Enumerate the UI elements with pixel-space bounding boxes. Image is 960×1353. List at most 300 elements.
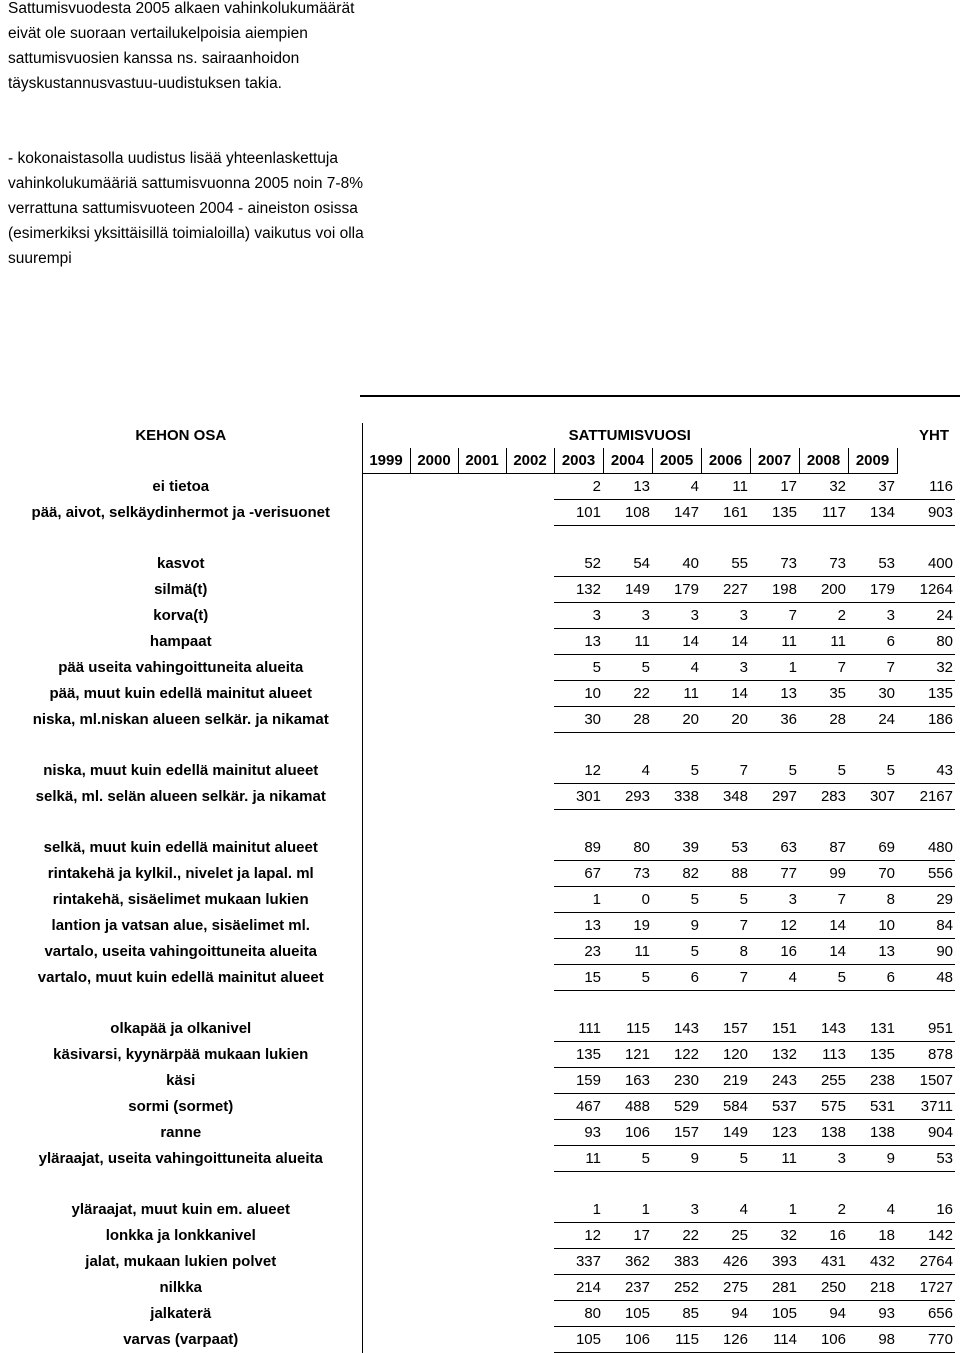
value-cell: 28 (799, 707, 848, 733)
value-cell: 6 (848, 965, 897, 991)
value-cell: 35 (799, 681, 848, 707)
value-cell: 67 (554, 861, 603, 887)
table-row (0, 1094, 955, 1120)
year-header: 2004 (603, 448, 652, 474)
value-cell: 151 (750, 1016, 799, 1042)
value-cell: 19 (603, 913, 652, 939)
empty-cell (458, 1197, 506, 1223)
total-cell: 2764 (897, 1249, 955, 1275)
value-cell: 11 (603, 939, 652, 965)
value-cell: 39 (652, 835, 701, 861)
value-cell: 14 (701, 681, 750, 707)
value-cell: 157 (652, 1120, 701, 1146)
value-cell: 135 (848, 1042, 897, 1068)
table-row (0, 758, 955, 784)
value-cell: 1 (603, 1197, 652, 1223)
empty-cell (362, 758, 410, 784)
empty-cell (506, 603, 554, 629)
table-row (0, 500, 955, 526)
total-cell: 903 (897, 500, 955, 526)
value-cell: 121 (603, 1042, 652, 1068)
table-body (0, 474, 955, 1353)
empty-cell (362, 1327, 410, 1353)
value-cell: 53 (848, 551, 897, 577)
empty-cell (410, 603, 458, 629)
body-part-label: kasvot (0, 551, 362, 577)
value-cell: 94 (701, 1301, 750, 1327)
empty-cell (458, 1068, 506, 1094)
value-cell: 113 (799, 1042, 848, 1068)
value-cell: 3 (603, 603, 652, 629)
empty-cell (410, 913, 458, 939)
body-part-label: yläraajat, useita vahingoittuneita alueita (0, 1146, 362, 1172)
value-cell: 28 (603, 707, 652, 733)
empty-cell (458, 1042, 506, 1068)
value-cell: 131 (848, 1016, 897, 1042)
spacer-cell (362, 1172, 955, 1198)
empty-cell (458, 1249, 506, 1275)
empty-cell (362, 500, 410, 526)
empty-cell (506, 1146, 554, 1172)
empty-cell (506, 474, 554, 500)
value-cell: 18 (848, 1223, 897, 1249)
years-row-total-spacer (897, 448, 955, 474)
empty-cell (506, 577, 554, 603)
value-cell: 297 (750, 784, 799, 810)
value-cell: 12 (554, 758, 603, 784)
table-row (0, 603, 955, 629)
empty-cell (506, 887, 554, 913)
value-cell: 255 (799, 1068, 848, 1094)
value-cell: 293 (603, 784, 652, 810)
empty-cell (410, 500, 458, 526)
body-part-label: pää, aivot, selkäydinhermot ja -verisuonet (0, 500, 362, 526)
value-cell: 93 (554, 1120, 603, 1146)
empty-cell (506, 681, 554, 707)
group-spacer-row (0, 1172, 955, 1198)
value-cell: 7 (701, 758, 750, 784)
empty-cell (506, 500, 554, 526)
empty-cell (458, 707, 506, 733)
value-cell: 13 (554, 913, 603, 939)
year-header: 2003 (554, 448, 603, 474)
value-cell: 5 (652, 939, 701, 965)
empty-cell (410, 1016, 458, 1042)
value-cell: 89 (554, 835, 603, 861)
empty-cell (458, 1094, 506, 1120)
total-cell: 556 (897, 861, 955, 887)
value-cell: 11 (701, 474, 750, 500)
value-cell: 7 (750, 603, 799, 629)
empty-cell (410, 1068, 458, 1094)
value-cell: 115 (603, 1016, 652, 1042)
value-cell: 426 (701, 1249, 750, 1275)
empty-cell (362, 577, 410, 603)
spacer-cell (362, 810, 955, 836)
empty-cell (410, 707, 458, 733)
empty-cell (458, 835, 506, 861)
body-part-label: selkä, ml. selän alueen selkär. ja nikamat (0, 784, 362, 810)
value-cell: 252 (652, 1275, 701, 1301)
value-cell: 2 (799, 603, 848, 629)
empty-cell (362, 1249, 410, 1275)
value-cell: 126 (701, 1327, 750, 1353)
body-part-label: nilkka (0, 1275, 362, 1301)
year-header: 2006 (701, 448, 750, 474)
value-cell: 117 (799, 500, 848, 526)
value-cell: 348 (701, 784, 750, 810)
empty-cell (410, 1301, 458, 1327)
value-cell: 134 (848, 500, 897, 526)
table-row (0, 681, 955, 707)
value-cell: 219 (701, 1068, 750, 1094)
value-cell: 143 (652, 1016, 701, 1042)
table-row (0, 861, 955, 887)
empty-cell (410, 1249, 458, 1275)
total-cell: 135 (897, 681, 955, 707)
value-cell: 82 (652, 861, 701, 887)
value-cell: 111 (554, 1016, 603, 1042)
empty-cell (506, 1275, 554, 1301)
value-cell: 575 (799, 1094, 848, 1120)
value-cell: 101 (554, 500, 603, 526)
value-cell: 73 (603, 861, 652, 887)
value-cell: 5 (701, 887, 750, 913)
empty-cell (410, 887, 458, 913)
value-cell: 4 (652, 474, 701, 500)
value-cell: 105 (603, 1301, 652, 1327)
empty-cell (506, 1223, 554, 1249)
total-cell: 656 (897, 1301, 955, 1327)
value-cell: 11 (652, 681, 701, 707)
value-cell: 179 (848, 577, 897, 603)
value-cell: 307 (848, 784, 897, 810)
total-cell: 142 (897, 1223, 955, 1249)
value-cell: 13 (750, 681, 799, 707)
empty-cell (410, 1094, 458, 1120)
value-cell: 143 (799, 1016, 848, 1042)
value-cell: 138 (848, 1120, 897, 1146)
value-cell: 1 (554, 887, 603, 913)
value-cell: 30 (554, 707, 603, 733)
body-part-label: olkapää ja olkanivel (0, 1016, 362, 1042)
impact-note: - kokonaistasolla uudistus lisää yhteenlaskettuja vahinkolukumääriä sattumisvuonna 2005 noin 7-8% verrattuna sattumisvuoteen 2004 - aineiston osissa (esimerkiksi yksittäisillä toimialoilla) vaikutus voi olla suurempi (8, 150, 364, 267)
value-cell: 163 (603, 1068, 652, 1094)
empty-cell (410, 474, 458, 500)
body-part-label: rintakehä ja kylkil., nivelet ja lapal. ml (0, 861, 362, 887)
value-cell: 52 (554, 551, 603, 577)
value-cell: 301 (554, 784, 603, 810)
value-cell: 157 (701, 1016, 750, 1042)
value-cell: 20 (652, 707, 701, 733)
empty-cell (362, 1094, 410, 1120)
value-cell: 13 (554, 629, 603, 655)
body-part-label: vartalo, useita vahingoittuneita alueita (0, 939, 362, 965)
total-cell: 24 (897, 603, 955, 629)
total-cell: 2167 (897, 784, 955, 810)
table-row (0, 551, 955, 577)
value-cell: 40 (652, 551, 701, 577)
years-row-spacer (0, 448, 362, 474)
value-cell: 73 (750, 551, 799, 577)
empty-cell (410, 1197, 458, 1223)
empty-cell (458, 474, 506, 500)
body-part-label: pää, muut kuin edellä mainitut alueet (0, 681, 362, 707)
value-cell: 214 (554, 1275, 603, 1301)
value-cell: 53 (701, 835, 750, 861)
empty-cell (458, 577, 506, 603)
empty-cell (506, 784, 554, 810)
group-spacer-row (0, 733, 955, 759)
empty-cell (506, 965, 554, 991)
value-cell: 106 (603, 1327, 652, 1353)
table-row (0, 1249, 955, 1275)
empty-cell (362, 1016, 410, 1042)
empty-cell (506, 913, 554, 939)
empty-cell (506, 1016, 554, 1042)
empty-cell (506, 551, 554, 577)
value-cell: 36 (750, 707, 799, 733)
total-cell: 951 (897, 1016, 955, 1042)
empty-cell (506, 835, 554, 861)
body-part-label: ranne (0, 1120, 362, 1146)
body-part-label: pää useita vahingoittuneita alueita (0, 655, 362, 681)
value-cell: 5 (799, 758, 848, 784)
empty-cell (506, 1301, 554, 1327)
value-cell: 14 (652, 629, 701, 655)
table-row (0, 1146, 955, 1172)
value-cell: 3 (799, 1146, 848, 1172)
value-cell: 105 (750, 1301, 799, 1327)
value-cell: 14 (701, 629, 750, 655)
empty-cell (410, 1120, 458, 1146)
empty-cell (410, 655, 458, 681)
empty-cell (458, 1016, 506, 1042)
value-cell: 123 (750, 1120, 799, 1146)
year-header: 2007 (750, 448, 799, 474)
value-cell: 149 (701, 1120, 750, 1146)
value-cell: 338 (652, 784, 701, 810)
value-cell: 80 (603, 835, 652, 861)
value-cell: 24 (848, 707, 897, 733)
empty-cell (458, 965, 506, 991)
empty-cell (362, 681, 410, 707)
spacer-cell (0, 526, 362, 552)
body-part-label: jalkaterä (0, 1301, 362, 1327)
empty-cell (458, 629, 506, 655)
empty-cell (362, 707, 410, 733)
table-top-rule (360, 395, 960, 397)
value-cell: 7 (701, 913, 750, 939)
value-cell: 14 (799, 939, 848, 965)
value-cell: 7 (799, 655, 848, 681)
value-cell: 13 (848, 939, 897, 965)
year-header: 2001 (458, 448, 506, 474)
total-cell: 878 (897, 1042, 955, 1068)
body-part-label: korva(t) (0, 603, 362, 629)
value-cell: 531 (848, 1094, 897, 1120)
empty-cell (362, 603, 410, 629)
empty-cell (362, 629, 410, 655)
value-cell: 37 (848, 474, 897, 500)
value-cell: 25 (701, 1223, 750, 1249)
empty-cell (506, 1042, 554, 1068)
value-cell: 10 (848, 913, 897, 939)
value-cell: 11 (799, 629, 848, 655)
value-cell: 149 (603, 577, 652, 603)
value-cell: 63 (750, 835, 799, 861)
value-cell: 16 (799, 1223, 848, 1249)
total-cell: 3711 (897, 1094, 955, 1120)
empty-cell (458, 758, 506, 784)
value-cell: 3 (701, 655, 750, 681)
empty-cell (410, 1223, 458, 1249)
value-cell: 32 (750, 1223, 799, 1249)
total-cell: 53 (897, 1146, 955, 1172)
value-cell: 106 (799, 1327, 848, 1353)
table-row (0, 887, 955, 913)
value-cell: 275 (701, 1275, 750, 1301)
empty-cell (362, 887, 410, 913)
table-row (0, 1301, 955, 1327)
value-cell: 11 (750, 629, 799, 655)
empty-cell (506, 707, 554, 733)
value-cell: 537 (750, 1094, 799, 1120)
value-cell: 227 (701, 577, 750, 603)
value-cell: 138 (799, 1120, 848, 1146)
value-cell: 467 (554, 1094, 603, 1120)
empty-cell (458, 1146, 506, 1172)
header-row (0, 423, 955, 448)
empty-cell (458, 913, 506, 939)
year-header: 2000 (410, 448, 458, 474)
value-cell: 11 (750, 1146, 799, 1172)
value-cell: 85 (652, 1301, 701, 1327)
body-part-label: hampaat (0, 629, 362, 655)
empty-cell (506, 655, 554, 681)
value-cell: 20 (701, 707, 750, 733)
empty-cell (362, 784, 410, 810)
body-part-label: vartalo, muut kuin edellä mainitut alueet (0, 965, 362, 991)
value-cell: 5 (701, 1146, 750, 1172)
year-header: 2008 (799, 448, 848, 474)
empty-cell (506, 1120, 554, 1146)
value-cell: 1 (750, 655, 799, 681)
table-row (0, 784, 955, 810)
value-cell: 4 (750, 965, 799, 991)
table-row (0, 1223, 955, 1249)
value-cell: 69 (848, 835, 897, 861)
empty-cell (506, 758, 554, 784)
value-cell: 1 (554, 1197, 603, 1223)
value-cell: 70 (848, 861, 897, 887)
value-cell: 73 (799, 551, 848, 577)
spacer-cell (362, 733, 955, 759)
empty-cell (458, 551, 506, 577)
empty-cell (410, 1042, 458, 1068)
value-cell: 23 (554, 939, 603, 965)
value-cell: 17 (603, 1223, 652, 1249)
empty-cell (362, 474, 410, 500)
value-cell: 7 (701, 965, 750, 991)
empty-cell (506, 1094, 554, 1120)
spacer-cell (0, 991, 362, 1017)
value-cell: 147 (652, 500, 701, 526)
empty-cell (458, 603, 506, 629)
value-cell: 584 (701, 1094, 750, 1120)
body-part-label: varvas (varpaat) (0, 1327, 362, 1353)
total-cell: 84 (897, 913, 955, 939)
body-part-label: lantion ja vatsan alue, sisäelimet ml. (0, 913, 362, 939)
body-part-label: käsi (0, 1068, 362, 1094)
total-cell: 186 (897, 707, 955, 733)
value-cell: 337 (554, 1249, 603, 1275)
table-row (0, 1042, 955, 1068)
empty-cell (458, 861, 506, 887)
value-cell: 243 (750, 1068, 799, 1094)
value-cell: 87 (799, 835, 848, 861)
value-cell: 80 (554, 1301, 603, 1327)
value-cell: 237 (603, 1275, 652, 1301)
total-cell: 43 (897, 758, 955, 784)
value-cell: 7 (848, 655, 897, 681)
value-cell: 98 (848, 1327, 897, 1353)
value-cell: 3 (652, 1197, 701, 1223)
table-row (0, 1197, 955, 1223)
total-cell: 90 (897, 939, 955, 965)
value-cell: 115 (652, 1327, 701, 1353)
empty-cell (506, 1249, 554, 1275)
value-cell: 132 (554, 577, 603, 603)
total-cell: 116 (897, 474, 955, 500)
table-row (0, 1120, 955, 1146)
empty-cell (410, 965, 458, 991)
table-row (0, 577, 955, 603)
value-cell: 55 (701, 551, 750, 577)
value-cell: 5 (848, 758, 897, 784)
empty-cell (410, 939, 458, 965)
value-cell: 3 (554, 603, 603, 629)
value-cell: 393 (750, 1249, 799, 1275)
value-cell: 54 (603, 551, 652, 577)
value-cell: 4 (701, 1197, 750, 1223)
empty-cell (362, 1275, 410, 1301)
value-cell: 281 (750, 1275, 799, 1301)
spacer-cell (0, 733, 362, 759)
total-cell: 480 (897, 835, 955, 861)
value-cell: 13 (603, 474, 652, 500)
total-cell: 32 (897, 655, 955, 681)
value-cell: 0 (603, 887, 652, 913)
value-cell: 132 (750, 1042, 799, 1068)
empty-cell (458, 655, 506, 681)
value-cell: 2 (554, 474, 603, 500)
group-spacer-row (0, 810, 955, 836)
value-cell: 431 (799, 1249, 848, 1275)
value-cell: 529 (652, 1094, 701, 1120)
value-cell: 179 (652, 577, 701, 603)
value-cell: 9 (652, 1146, 701, 1172)
value-cell: 15 (554, 965, 603, 991)
empty-cell (506, 1197, 554, 1223)
value-cell: 3 (652, 603, 701, 629)
empty-cell (410, 1275, 458, 1301)
empty-cell (458, 887, 506, 913)
value-cell: 1 (750, 1197, 799, 1223)
empty-cell (506, 861, 554, 887)
value-cell: 161 (701, 500, 750, 526)
total-cell: 1727 (897, 1275, 955, 1301)
